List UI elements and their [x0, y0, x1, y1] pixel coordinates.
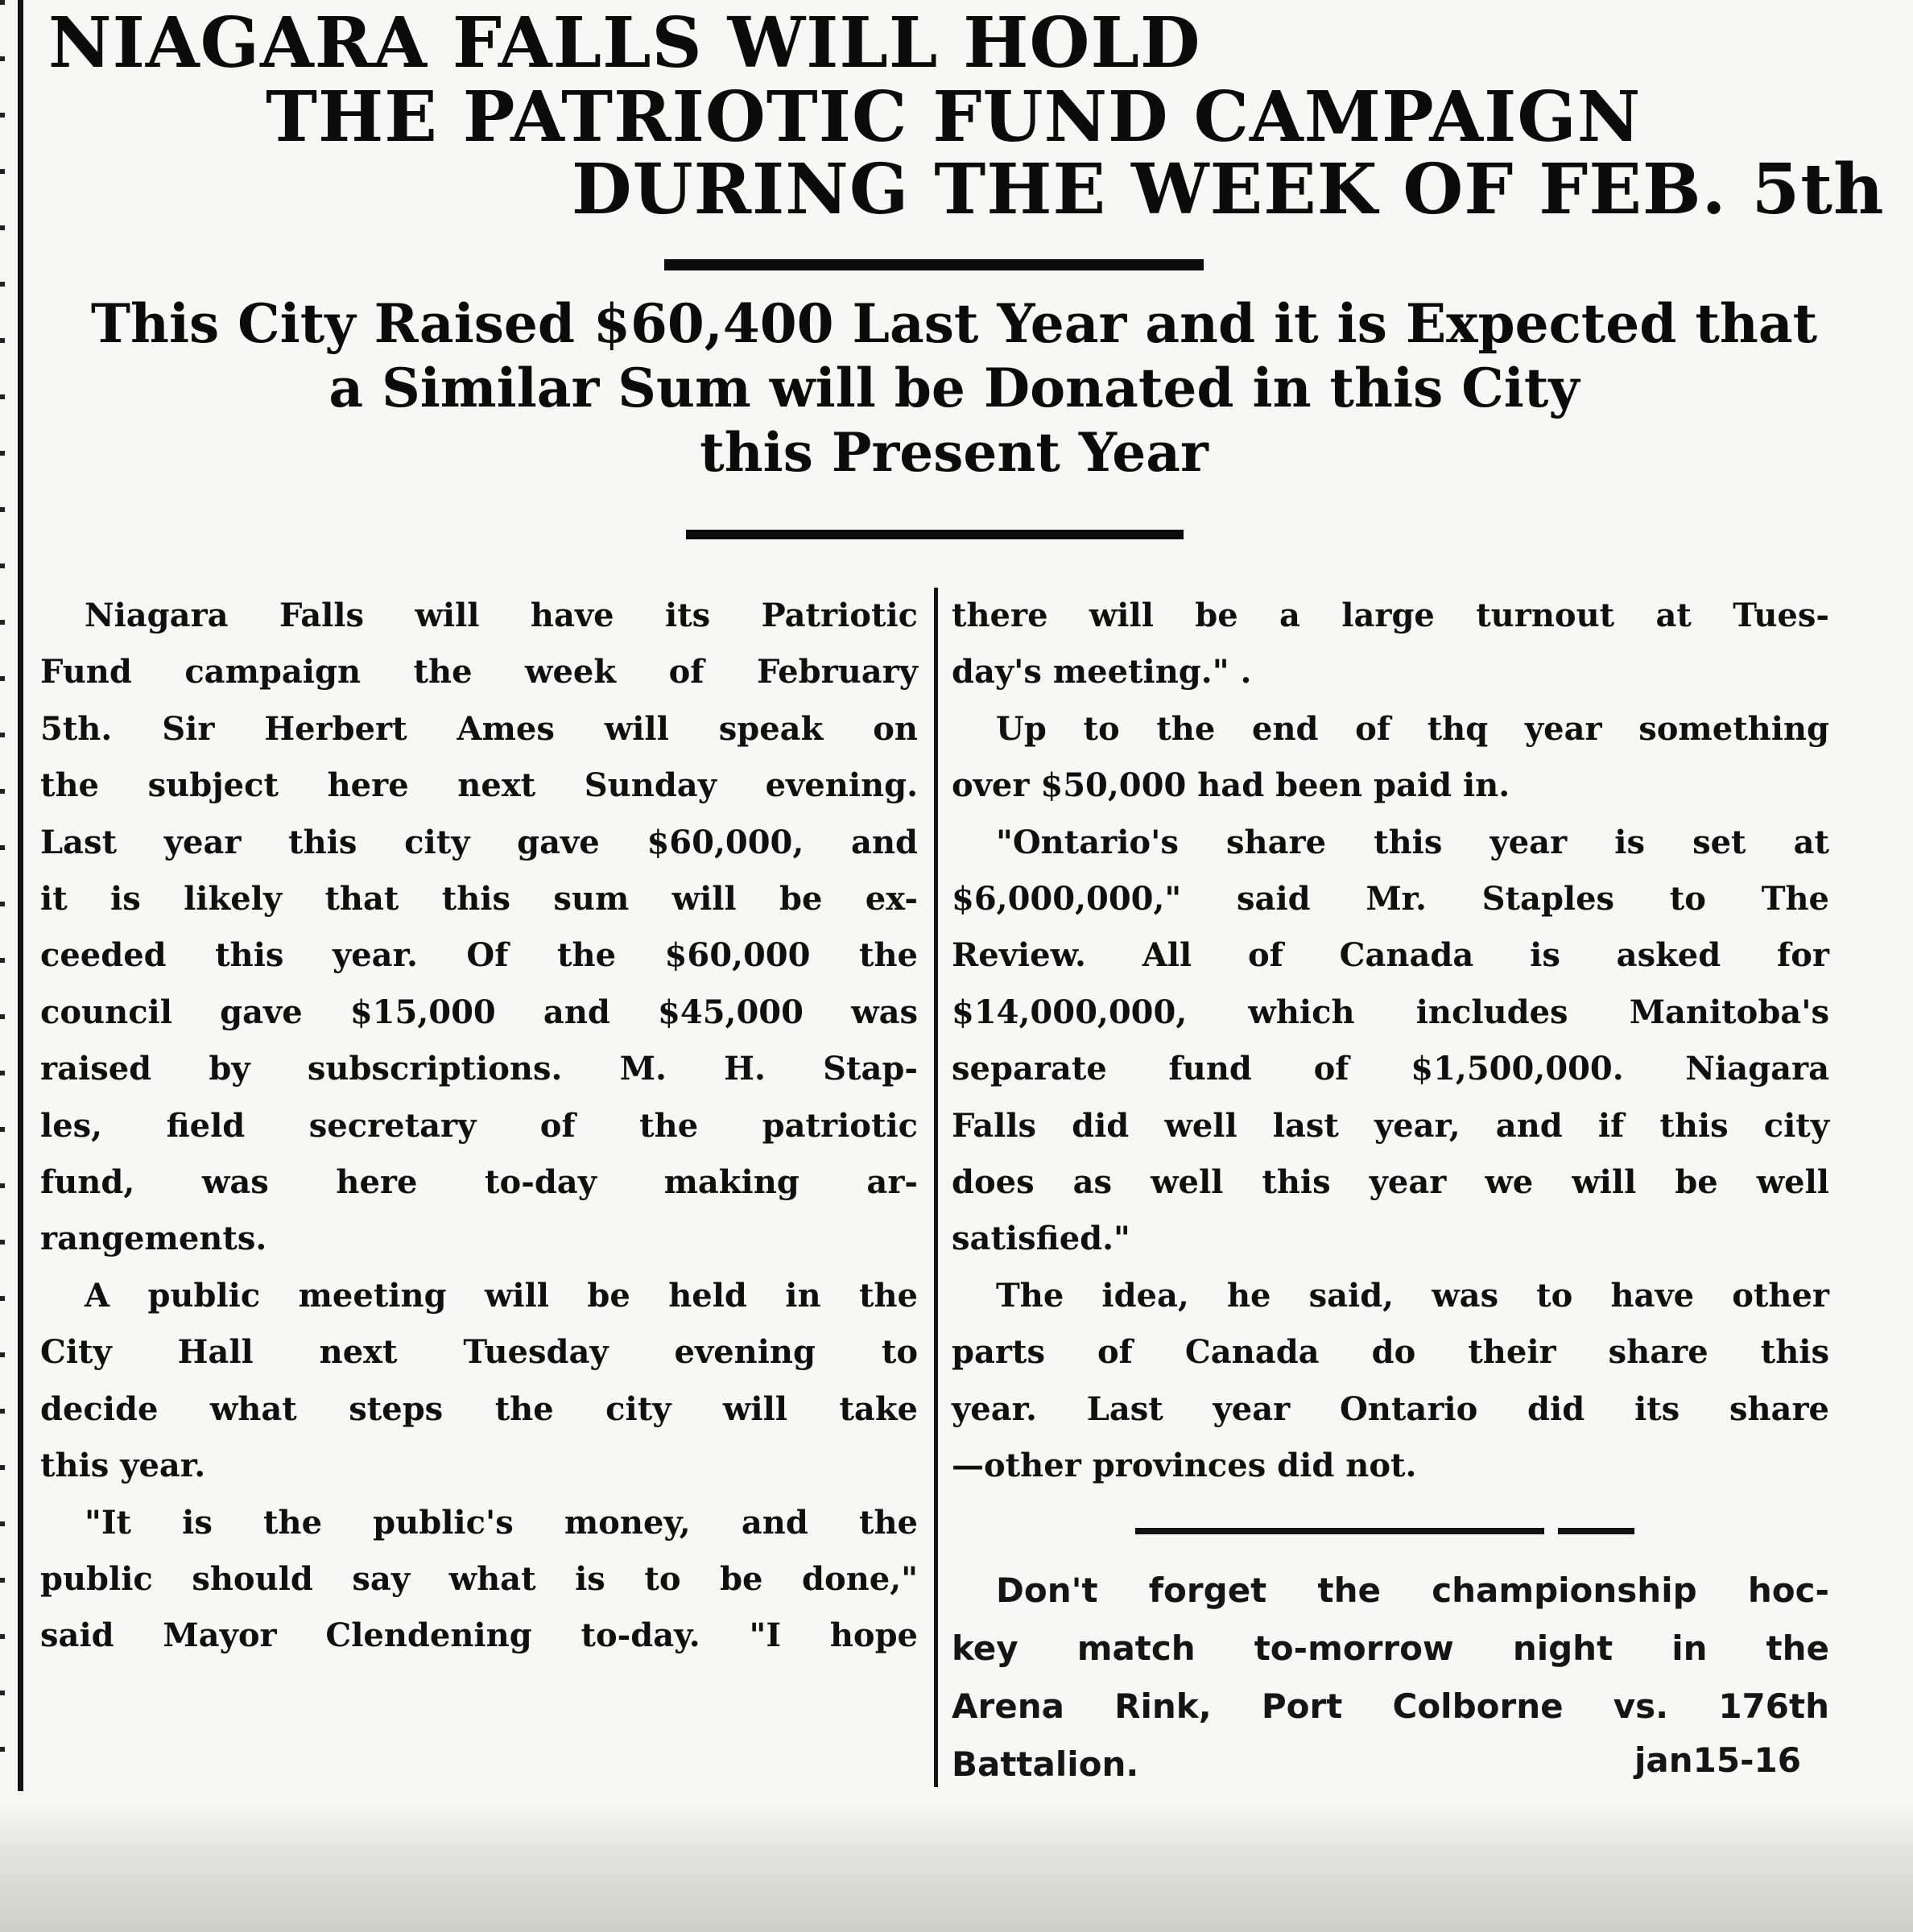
- headline-line-2: THE PATRIOTIC FUND CAMPAIGN: [266, 76, 1642, 158]
- headline-line-1: NIAGARA FALLS WILL HOLD: [48, 2, 1201, 84]
- text-line: —other provinces did not.: [952, 1447, 1417, 1485]
- text-line: decide what steps the city will take: [40, 1389, 918, 1428]
- subheadline-divider: [686, 530, 1184, 539]
- text-line: City Hall next Tuesday evening to: [40, 1333, 918, 1372]
- text-line: year. Last year Ontario did its share: [952, 1389, 1829, 1428]
- text-line: fund, was here to-day making ar-: [40, 1163, 918, 1202]
- text-line: satisfied.": [952, 1220, 1130, 1258]
- headline-divider: [664, 259, 1204, 270]
- subheadline-line-2: a Similar Sum will be Donated in this City: [328, 357, 1580, 419]
- advertisement-divider-short: [1558, 1528, 1634, 1534]
- text-line: Niagara Falls will have its Patriotic: [85, 597, 918, 634]
- paper-edge-shading: [0, 1803, 1913, 1932]
- text-line: les, field secretary of the patriotic: [40, 1106, 918, 1145]
- subheadline-line-3: this Present Year: [700, 421, 1209, 484]
- text-line: The idea, he said, was to have other: [996, 1276, 1829, 1315]
- article-column-right: [952, 588, 1829, 1495]
- text-line: day's meeting." .: [952, 653, 1252, 691]
- subheadline: [32, 291, 1876, 549]
- ad-line: Battalion.: [952, 1744, 1139, 1784]
- text-line: $14,000,000, which includes Manitoba's: [952, 993, 1829, 1031]
- text-line: raised by subscriptions. M. H. Stap-: [40, 1050, 918, 1088]
- article-column-left: [40, 588, 918, 1665]
- text-line: 5th. Sir Herbert Ames will speak on: [40, 709, 918, 748]
- text-line: separate fund of $1,500,000. Niagara: [952, 1050, 1829, 1088]
- text-line: council gave $15,000 and $45,000 was: [40, 993, 918, 1031]
- text-line: ceeded this year. Of the $60,000 the: [40, 936, 918, 975]
- ad-line: key match to-morrow night in the: [952, 1629, 1829, 1668]
- text-line: "It is the public's money, and the: [85, 1503, 918, 1542]
- text-line: parts of Canada do their share this: [952, 1333, 1829, 1372]
- text-line: rangements.: [40, 1220, 267, 1258]
- text-line: does as well this year we will be well: [952, 1163, 1829, 1202]
- text-line: this year.: [40, 1447, 206, 1485]
- column-divider: [934, 588, 938, 1787]
- text-line: the subject here next Sunday evening.: [40, 766, 918, 805]
- subheadline-line-1: This City Raised $60,400 Last Year and it is Expected that: [90, 292, 1818, 355]
- text-line: Last year this city gave $60,000, and: [40, 823, 918, 861]
- text-line: "Ontario's share this year is set at: [996, 823, 1829, 861]
- ad-date-reference: jan15-16: [1634, 1740, 1801, 1780]
- ad-line: Arena Rink, Port Colborne vs. 176th: [952, 1686, 1829, 1726]
- text-line: Fund campaign the week of February: [40, 653, 918, 691]
- column-border-rule: [18, 0, 23, 1791]
- text-line: said Mayor Clendening to-day. "I hope: [40, 1616, 918, 1655]
- page-edge-marks: [0, 0, 5, 1932]
- text-line: Review. All of Canada is asked for: [952, 936, 1829, 975]
- headline: [48, 0, 1885, 242]
- text-line: $6,000,000," said Mr. Staples to The: [952, 880, 1829, 919]
- text-line: over $50,000 had been paid in.: [952, 766, 1510, 805]
- text-line: public should say what is to be done,": [40, 1559, 918, 1598]
- headline-line-3: DURING THE WEEK OF FEB. 5th: [572, 149, 1885, 230]
- text-line: it is likely that this sum will be ex-: [40, 880, 918, 919]
- ad-line: Don't forget the championship hoc-: [996, 1571, 1829, 1610]
- text-line: A public meeting will be held in the: [85, 1276, 918, 1315]
- advertisement-divider: [1135, 1528, 1544, 1534]
- text-line: there will be a large turnout at Tues-: [952, 597, 1829, 634]
- text-line: Up to the end of thq year something: [996, 709, 1829, 748]
- text-line: Falls did well last year, and if this city: [952, 1106, 1829, 1145]
